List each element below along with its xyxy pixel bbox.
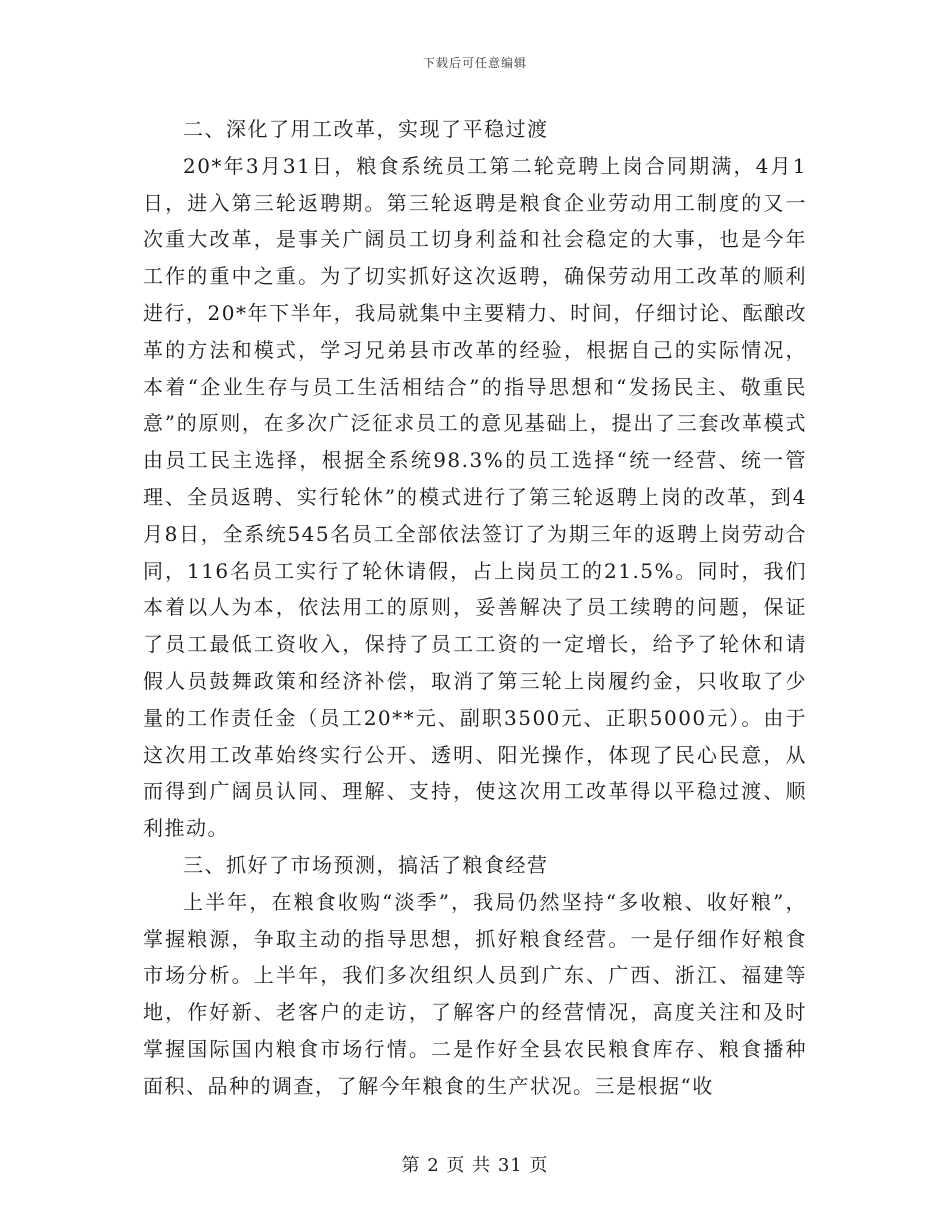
page-header-note: 下载后可任意编辑 <box>422 56 527 70</box>
paragraph-market-forecast: 上半年，在粮食收购“淡季”，我局仍然坚持“多收粮、收好粮”，掌握粮源，争取主动的指导思想，抓好粮食经营。一是仔细作好粮食市场分析。上半年，我们多次组织人员到广东、广西、浙江、福建等地，作好新、老客户的走访，了解客户的经营情况，高度关注和及时掌握国际国内粮食市场行情。二是作好全县农民粮食库存、粮食播种面积、品种的调查，了解今年粮食的生产状况。三是根据“收 <box>143 889 807 1098</box>
paragraph-labor-reform: 20*年3月31日，粮食系统员工第二轮竞聘上岗合同期满，4月1日，进入第三轮返聘期。第三轮返聘是粮食企业劳动用工制度的又一次重大改革，是事关广阔员工切身利益和社会稳定的大事，也是今年工作的重中之重。为了切实抓好这次返聘，确保劳动用工改革的顺利进行，20*年下半年，我局就集中主要精力、时间，仔细讨论、酝酿改革的方法和模式，学习兄弟县市改革的经验，根据自己的实际情况，本着“企业生存与员工生活相结合”的指导思想和“发扬民主、敬重民意”的原则，在多次广泛征求员工的意见基础上，提出了三套改革模式由员工民主选择，根据全系统98.3%的员工选择“统一经营、统一管理、全员返聘、实行轮休”的模式进行了第三轮返聘上岗的改革，到4月8日，全系统545名员工全部依法签订了为期三年的返聘上岗劳动合同，116名员工实行了轮休请假，占上岗员工的21.5%。同时，我们本着以人为本，依法用工的原则，妥善解决了员工续聘的问题，保证了员工最低工资收入，保持了员工工资的一定增长，给予了轮休和请假人员鼓舞政策和经济补偿，取消了第三轮上岗履约金，只收取了少量的工作责任金（员工20**元、副职3500元、正职5000元）。由于这次用工改革始终实行公开、透明、阳光操作，体现了民心民意，从而得到广阔员认同、理解、支持，使这次用工改革得以平稳过渡、顺利推动。 <box>143 153 807 841</box>
page-number: 第 2 页 共 31 页 <box>401 1155 549 1176</box>
section-heading-2: 二、深化了用工改革，实现了平稳过渡 <box>183 117 549 141</box>
document-body <box>143 111 807 1105</box>
section-heading-3: 三、抓好了市场预测，搞活了粮食经营 <box>183 852 549 877</box>
